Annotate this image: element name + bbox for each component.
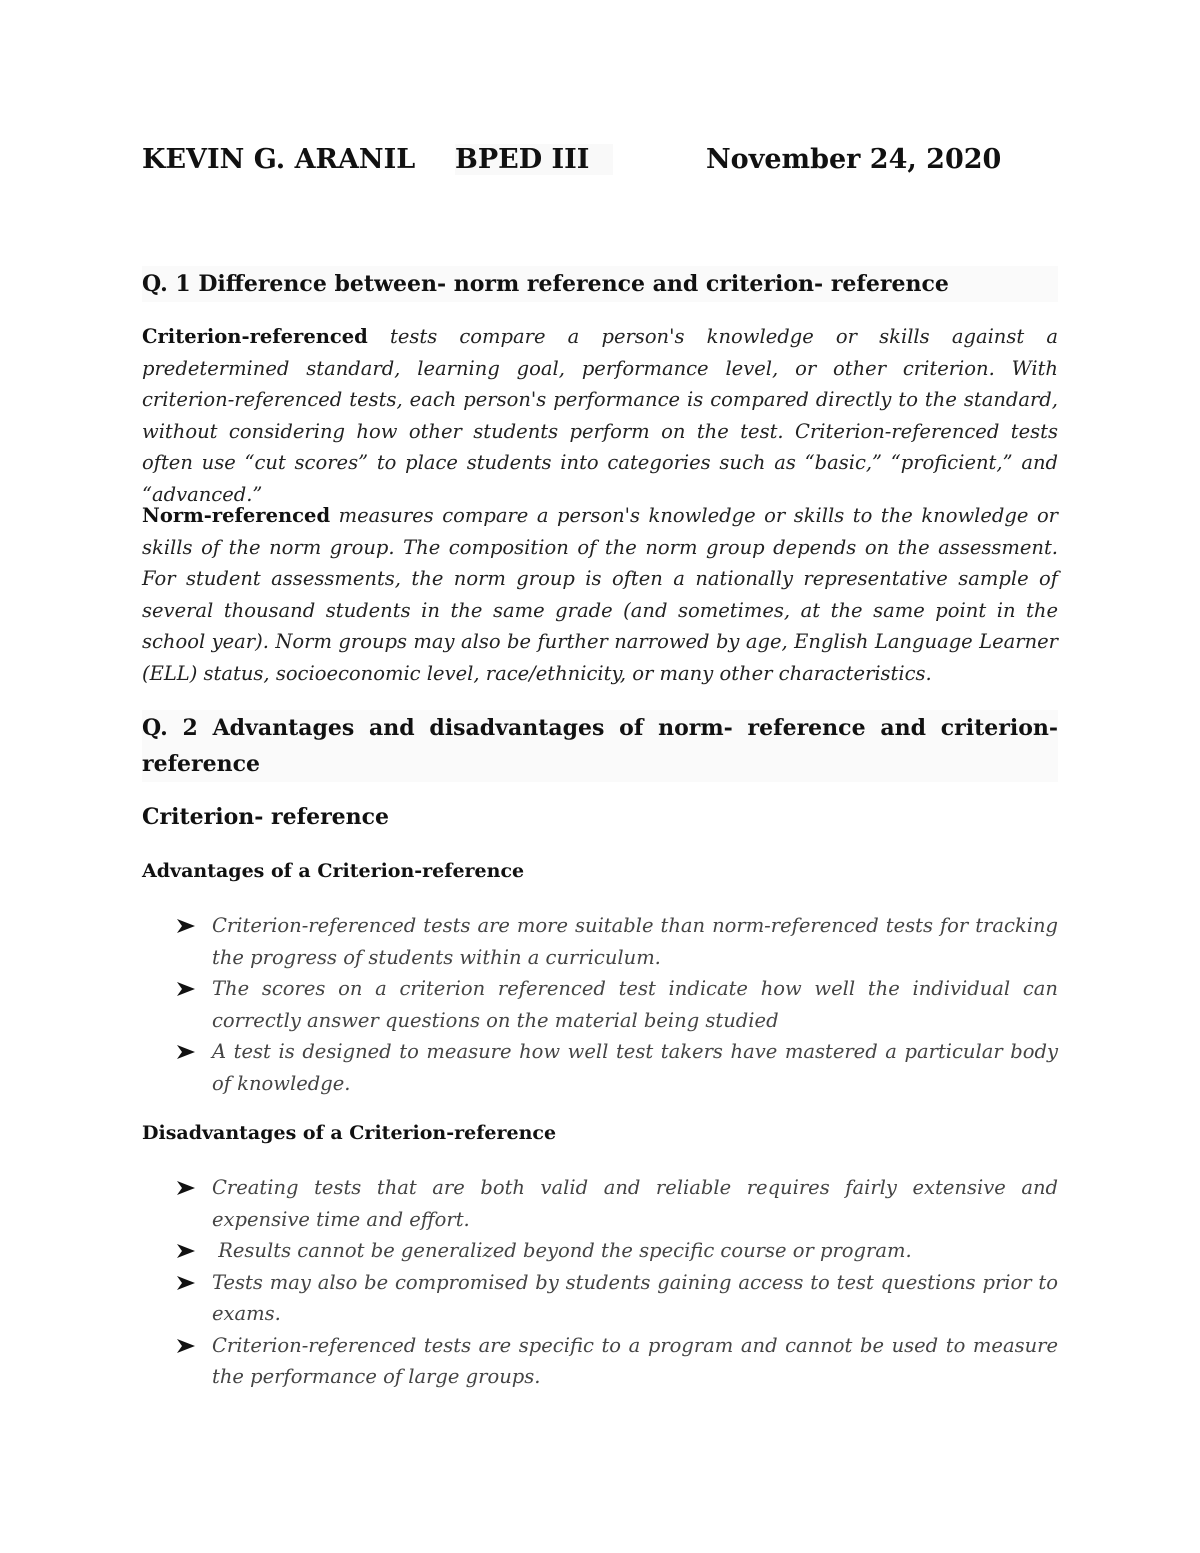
course-label: BPED III xyxy=(455,144,613,175)
document-header xyxy=(142,140,1058,184)
criterion-referenced-paragraph xyxy=(142,321,1058,510)
arrowhead-bullet-icon xyxy=(176,1243,196,1259)
arrowhead-bullet-icon xyxy=(176,1338,196,1354)
advantage-text: A test is designed to measure how well test takers have mastered a particular body of knowledge. xyxy=(212,1040,1058,1095)
list-item xyxy=(176,1267,1058,1330)
arrowhead-bullet-icon xyxy=(176,918,196,934)
arrowhead-bullet-icon xyxy=(176,1275,196,1291)
disadvantage-text: Tests may also be compromised by students gaining access to test questions prior to exams. xyxy=(212,1270,1058,1325)
arrowhead-bullet-icon xyxy=(176,1180,196,1196)
disadvantage-text: Results cannot be generalized beyond the specific course or program. xyxy=(212,1239,912,1262)
list-item xyxy=(176,1036,1058,1099)
disadvantages-title: Disadvantages of a Criterion-reference xyxy=(142,1122,557,1144)
advantages-title: Advantages of a Criterion-reference xyxy=(142,860,525,882)
question-2-heading: Q. 2 Advantages and disadvantages of norm- reference and criterion- reference xyxy=(142,710,1058,782)
criterion-reference-heading: Criterion- reference xyxy=(142,804,390,830)
student-name: KEVIN G. ARANIL xyxy=(142,144,416,175)
arrowhead-bullet-icon xyxy=(176,1044,196,1060)
norm-referenced-term: Norm-referenced xyxy=(142,504,331,527)
norm-referenced-paragraph xyxy=(142,500,1058,689)
list-item xyxy=(176,1330,1058,1393)
document-date: November 24, 2020 xyxy=(706,144,1002,175)
list-item xyxy=(176,973,1058,1036)
norm-referenced-text: measures compare a person's knowledge or skills to the knowledge or skills of the norm group. The composition of the norm group depends on the assessment. For student assessments, the norm group is often a nationally representative sample of several thousand students in the same grade (and sometimes, at the same point in the school year). Norm groups may also be further narrowed by age, English Language Learner (ELL) status, socioeconomic level, race/ethnicity, or many other characteristics. xyxy=(142,504,1058,685)
advantage-text: Criterion-referenced tests are more suitable than norm-referenced tests for tracking the progress of students within a curriculum. xyxy=(212,914,1058,969)
disadvantage-text: Creating tests that are both valid and reliable requires fairly extensive and expensive time and effort. xyxy=(212,1176,1058,1231)
list-item xyxy=(176,910,1058,973)
list-item xyxy=(176,1172,1058,1235)
disadvantages-list xyxy=(176,1172,1058,1393)
advantage-text: The scores on a criterion referenced test indicate how well the individual can correctly answer questions on the material being studied xyxy=(212,977,1058,1032)
criterion-referenced-term: Criterion-referenced xyxy=(142,325,368,348)
disadvantage-text: Criterion-referenced tests are specific to a program and cannot be used to measure the performance of large groups. xyxy=(212,1333,1058,1388)
advantages-list xyxy=(176,910,1058,1099)
question-1-heading: Q. 1 Difference between- norm reference and criterion- reference xyxy=(142,266,1058,302)
criterion-referenced-text: tests compare a person's knowledge or skills against a predetermined standard, learning goal, performance level, or other criterion. With criterion-referenced tests, each person's performance is compared directly to the standard, without considering how other students perform on the test. Criterion-referenced tests often use “cut scores” to place students into categories such as “basic,” “proficient,” and “advanced.” xyxy=(142,325,1058,506)
list-item xyxy=(176,1235,1058,1267)
arrowhead-bullet-icon xyxy=(176,981,196,997)
